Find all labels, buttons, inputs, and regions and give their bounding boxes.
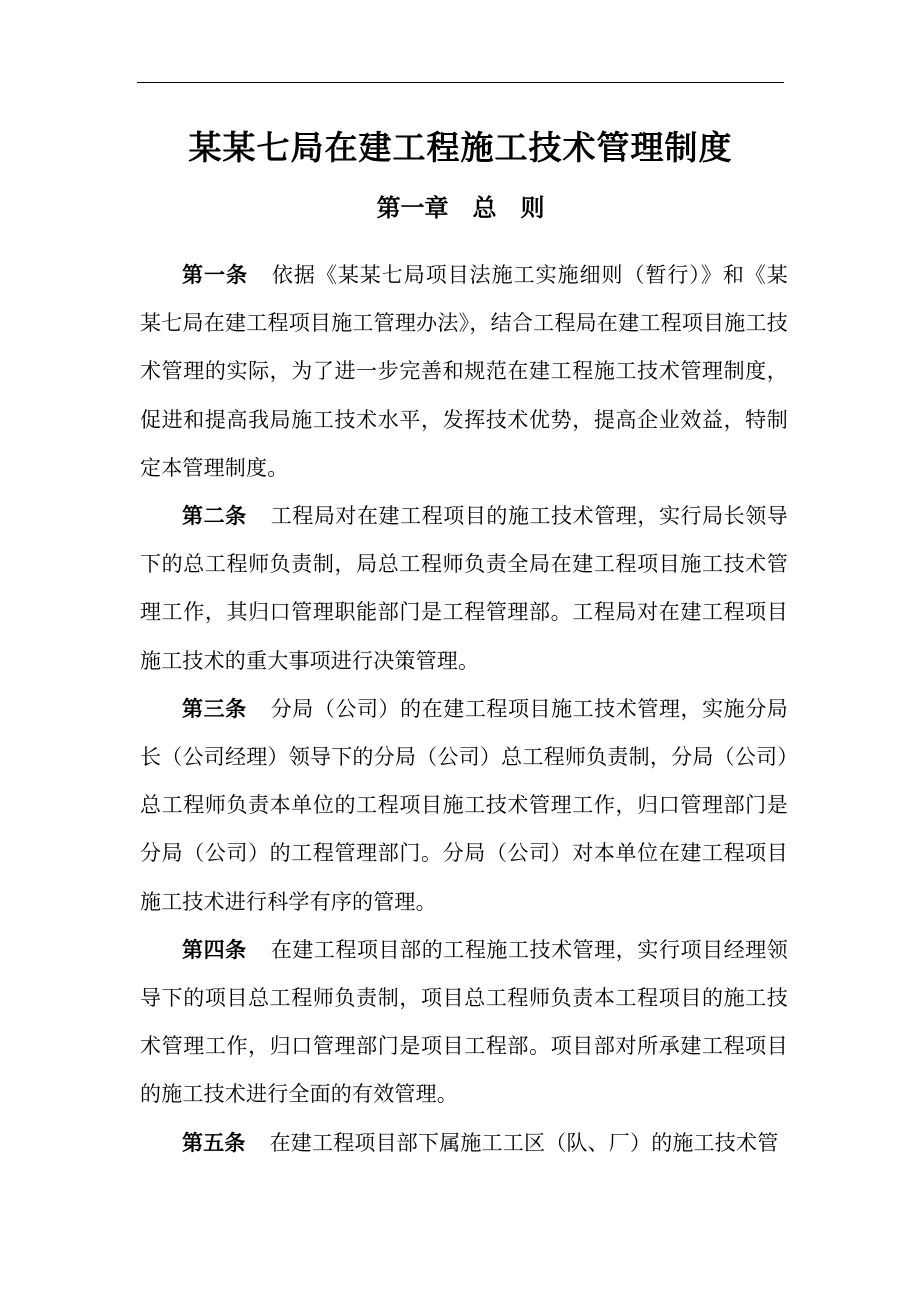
article-paragraph: [140, 1119, 788, 1167]
article-paragraph: [140, 926, 788, 1119]
article-paragraph: [140, 251, 788, 492]
article-paragraph: [140, 492, 788, 685]
article-text: 工程局对在建工程项目的施工技术管理，实行局长领导下的总工程师负责制，局总工程师负责全局在建工程项目施工技术管理工作，其归口管理职能部门是工程管理部。工程局对在建工程项目施工技术的重大事项进行决策管理。: [140, 504, 788, 673]
body-text: [140, 251, 788, 1167]
document-title: 某某七局在建工程施工技术管理制度: [188, 128, 733, 167]
article-number: 第一条: [182, 262, 248, 287]
article-text: 在建工程项目部下属施工工区（队、厂）的施工技术管: [269, 1130, 779, 1155]
article-text: 在建工程项目部的工程施工技术管理，实行项目经理领导下的项目总工程师负责制，项目总工程师负责本工程项目的施工技术管理工作，归口管理部门是项目工程部。项目部对所承建工程项目的施工技术进行全面的有效管理。: [140, 937, 788, 1107]
article-text: 依据《某某七局项目法施工实施细则（暂行）》和《某某七局在建工程项目施工管理办法》，结合工程局在建工程项目施工技术管理的实际，为了进一步完善和规范在建工程施工技术管理制度，促进和提高我局施工技术水平，发挥技术优势，提高企业效益，特制定本管理制度。: [140, 263, 788, 480]
header-rule: [137, 82, 784, 83]
article-paragraph: [140, 685, 788, 926]
article-number: 第三条: [182, 695, 247, 721]
article-number: 第四条: [182, 936, 247, 962]
article-number: 第二条: [182, 503, 247, 529]
chapter-heading: 第一章 总 则: [376, 193, 545, 222]
article-text: 分局（公司）的在建工程项目施工技术管理，实施分局长（公司经理）领导下的分局（公司）总工程师负责制，分局（公司）总工程师负责本单位的工程项目施工技术管理工作，归口管理部门是分局（公司）的工程管理部门。分局（公司）对本单位在建工程项目施工技术进行科学有序的管理。: [140, 696, 788, 914]
article-number: 第五条: [182, 1129, 246, 1155]
